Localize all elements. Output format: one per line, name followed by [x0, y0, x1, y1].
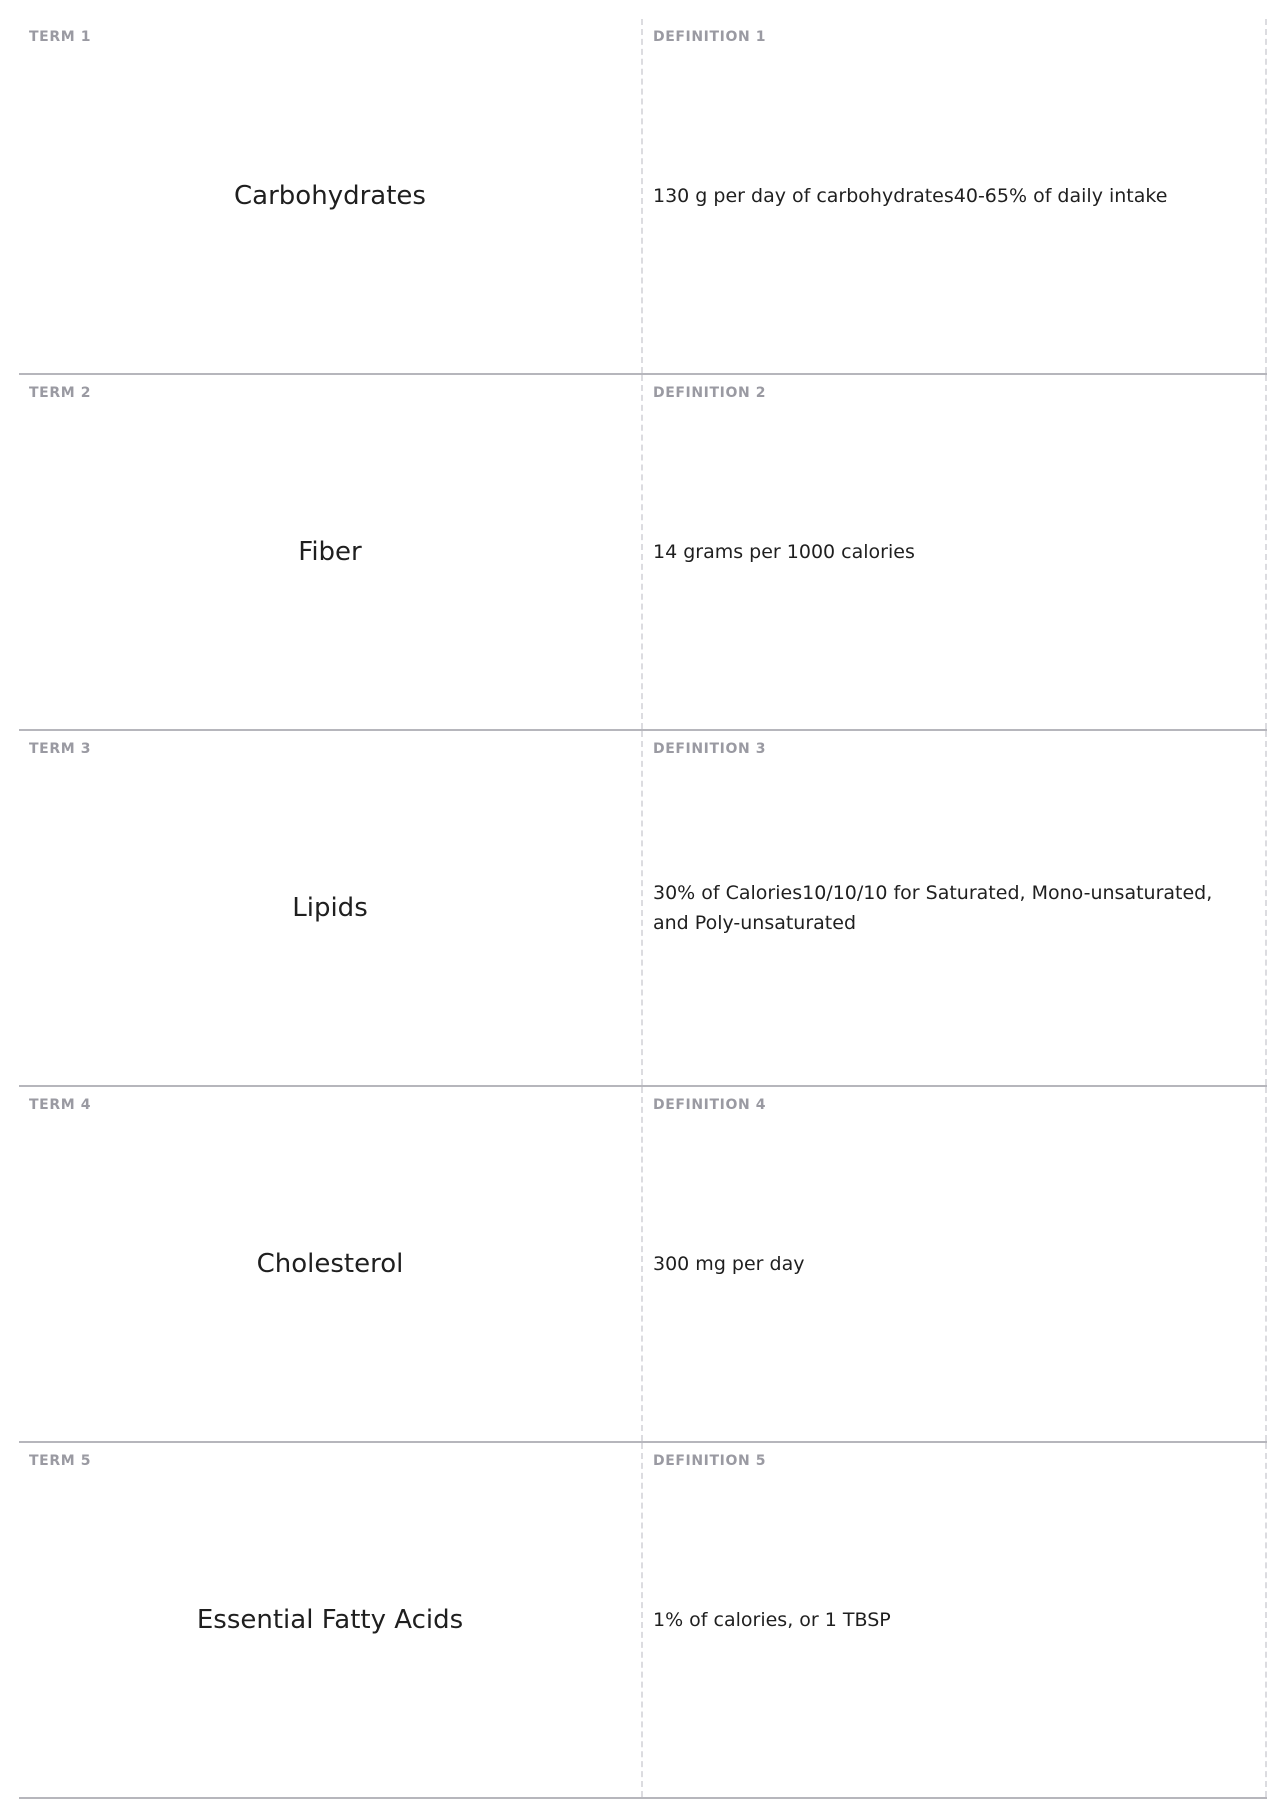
definition-label: DEFINITION 1 [653, 29, 767, 45]
term-label: TERM 5 [29, 1453, 92, 1469]
definition-label: DEFINITION 3 [653, 741, 767, 757]
term-text: Lipids [292, 893, 368, 923]
flashcard-row [19, 19, 1267, 375]
term-text: Essential Fatty Acids [196, 1605, 464, 1635]
definition-text: 14 grams per 1000 calories [653, 541, 915, 563]
term-text: Fiber [298, 537, 362, 567]
term-label: TERM 3 [29, 741, 92, 757]
definition-cell[interactable] [643, 731, 1267, 1085]
flashcard-row [19, 1087, 1267, 1443]
definition-label: DEFINITION 2 [653, 385, 767, 401]
term-cell[interactable] [19, 1443, 643, 1797]
term-label: TERM 4 [29, 1097, 92, 1113]
term-cell[interactable] [19, 731, 643, 1085]
term-label: TERM 2 [29, 385, 92, 401]
definition-cell[interactable] [643, 1087, 1267, 1441]
definition-text: 30% of Calories10/10/10 for Saturated, Mono-unsaturated, and Poly-unsaturated [653, 882, 1213, 934]
flashcard-sheet [19, 19, 1267, 1799]
term-text: Cholesterol [256, 1249, 404, 1279]
definition-label: DEFINITION 4 [653, 1097, 767, 1113]
term-cell[interactable] [19, 1087, 643, 1441]
flashcard-row [19, 1443, 1267, 1799]
term-cell[interactable] [19, 19, 643, 373]
term-label: TERM 1 [29, 29, 92, 45]
definition-text: 1% of calories, or 1 TBSP [653, 1609, 891, 1631]
flashcard-row [19, 375, 1267, 731]
definition-label: DEFINITION 5 [653, 1453, 767, 1469]
definition-text: 300 mg per day [653, 1253, 805, 1275]
definition-cell[interactable] [643, 19, 1267, 373]
definition-cell[interactable] [643, 375, 1267, 729]
definition-text: 130 g per day of carbohydrates40-65% of daily intake [653, 185, 1168, 207]
term-cell[interactable] [19, 375, 643, 729]
flashcard-row [19, 731, 1267, 1087]
term-text: Carbohydrates [234, 181, 426, 211]
definition-cell[interactable] [643, 1443, 1267, 1797]
